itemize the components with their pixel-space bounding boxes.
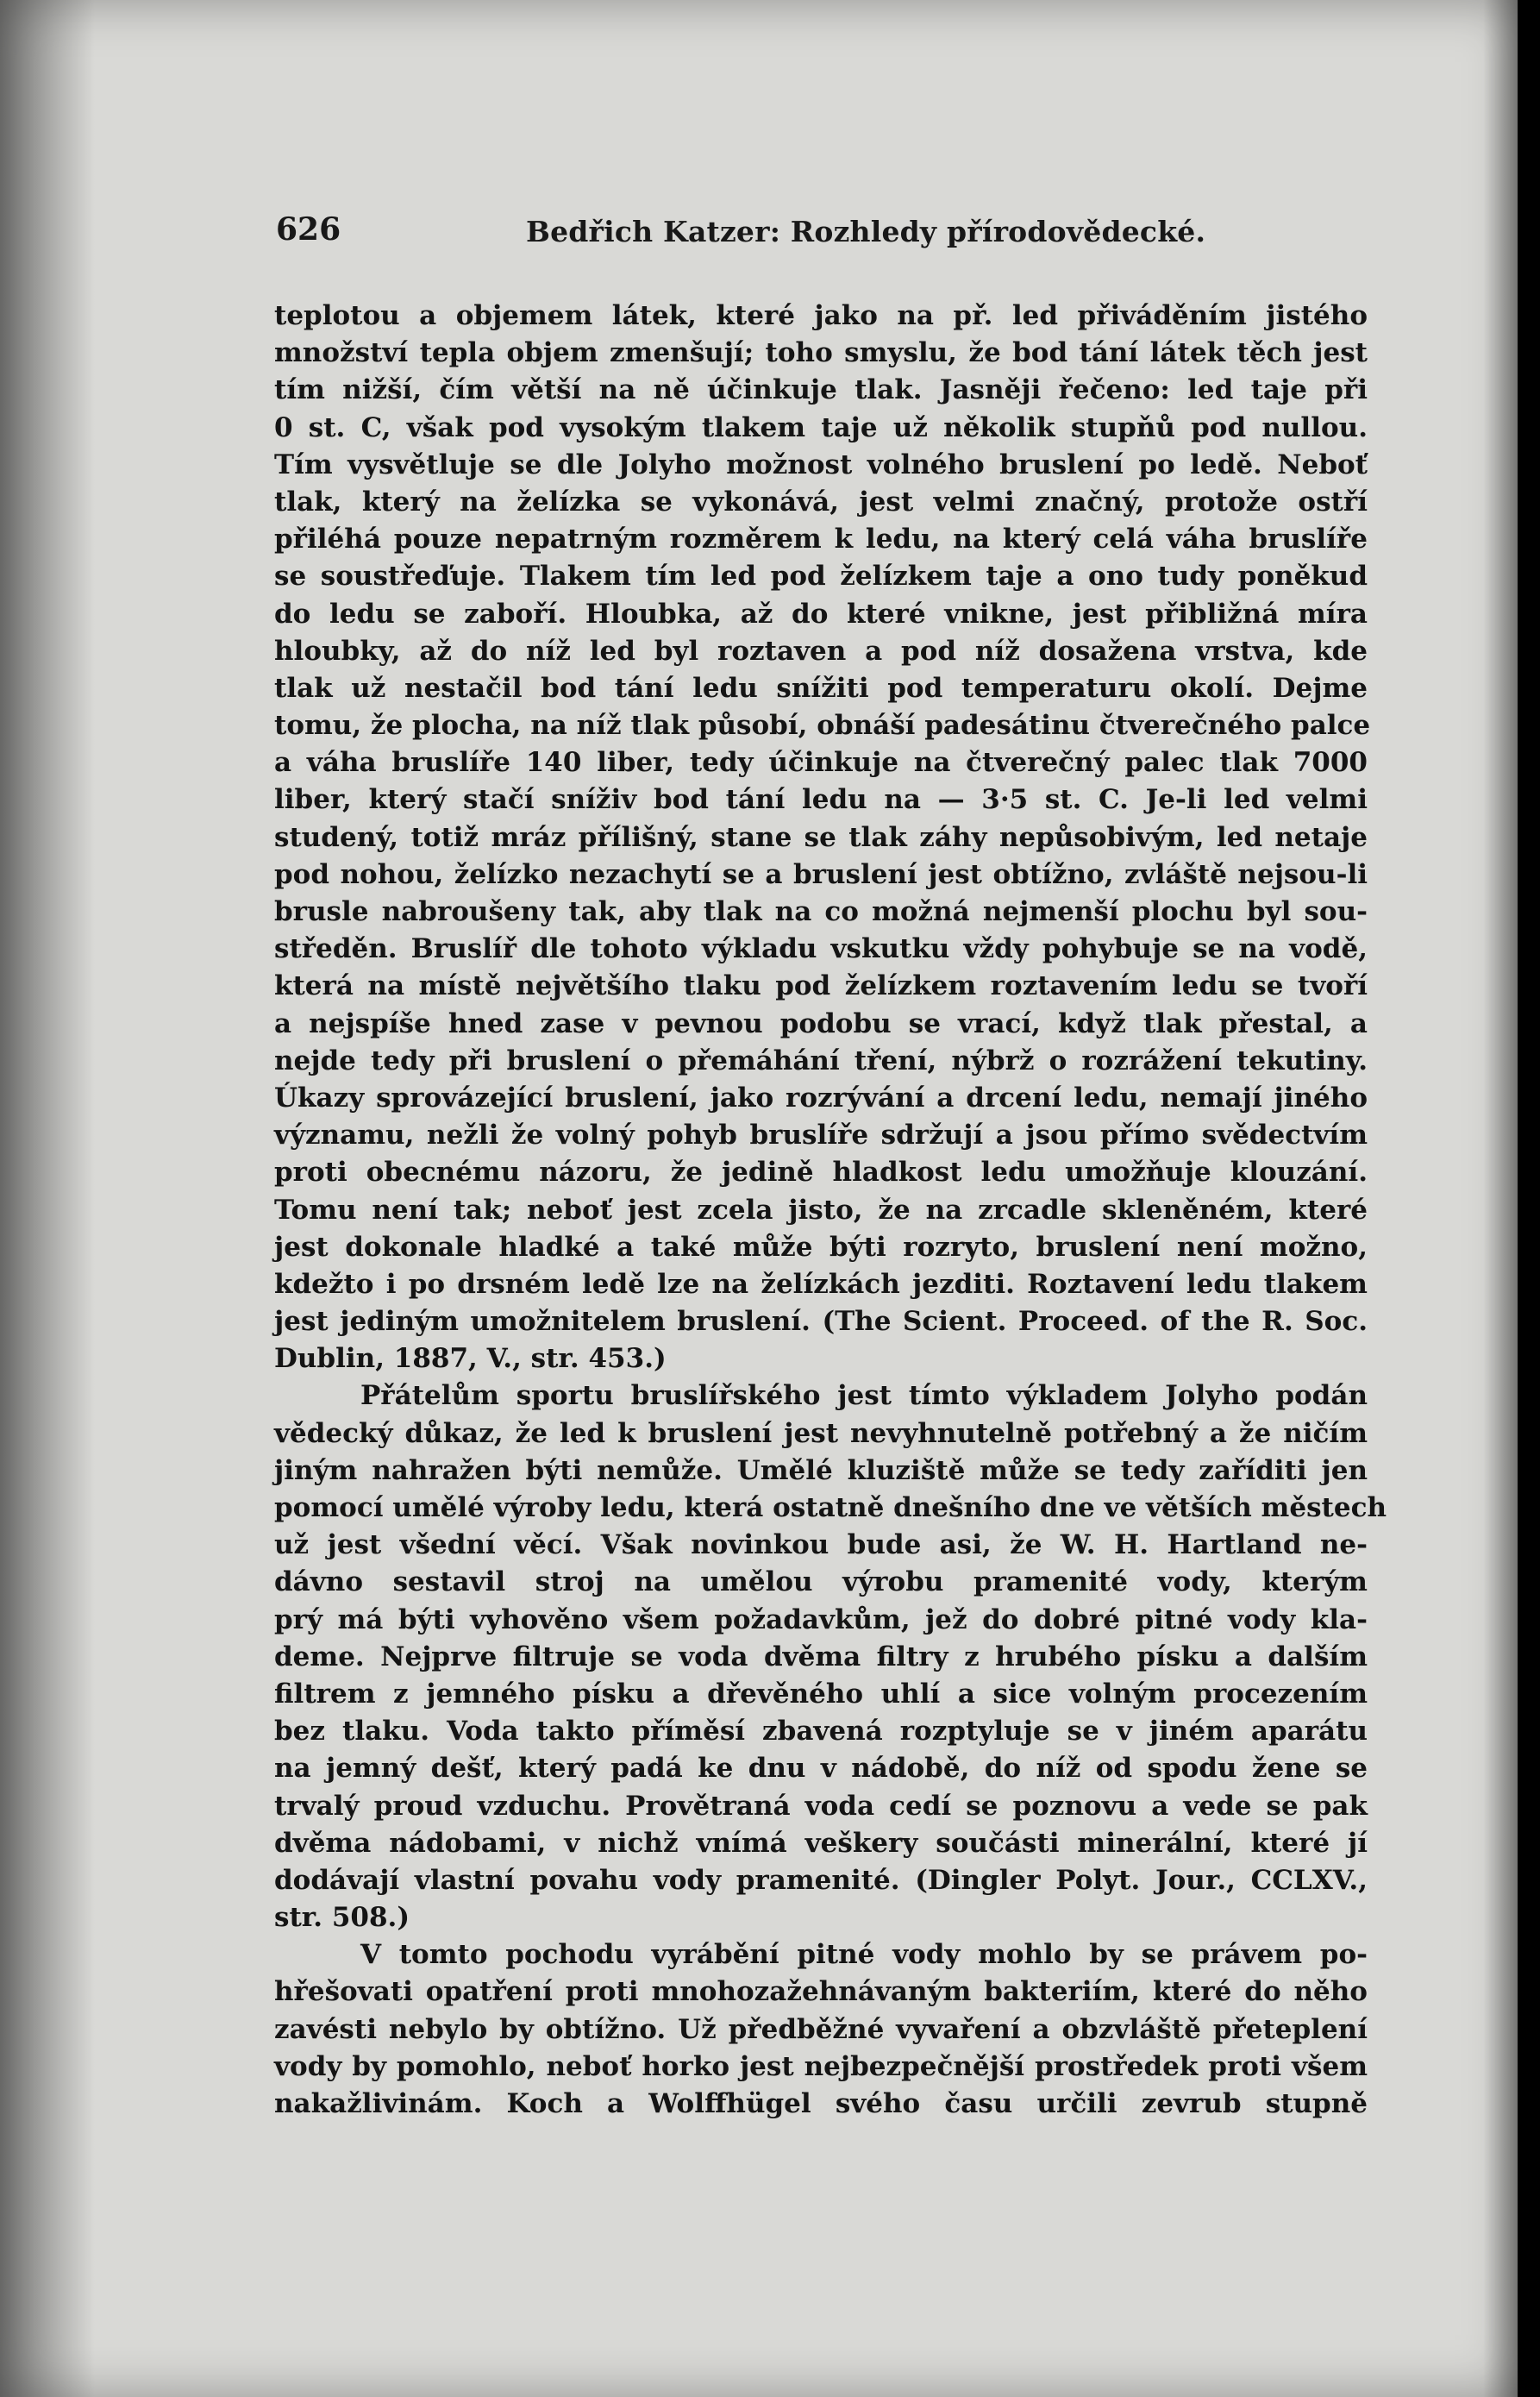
text-line: tlak, který na želízka se vykonává, jest velmi značný, protože ostří [274,486,1368,518]
text-line: filtrem z jemného písku a dřevěného uhlí a sice volným procezením [274,1678,1368,1710]
text-line: a váha bruslíře 140 liber, tedy účinkuje na čtverečný palec tlak 7000 [274,747,1368,779]
text-line: nakažlivinám. Koch a Wolffhügel svého času určili zevrub stupně [274,2088,1368,2119]
page-header [276,211,1380,263]
text-line: významu, nežli že volný pohyb bruslíře sdržují a jsou přímo svědectvím [274,1120,1368,1151]
text-line: vody by pomohlo, neboť horko jest nejbezpečnější prostředek proti všem [274,2050,1368,2082]
text-line: trvalý proud vzduchu. Provětraná voda cedí se poznovu a vede se pak [274,1790,1368,1822]
text-line: tomu, že plocha, na níž tlak působí, obnáší padesátinu čtverečného palce [274,710,1371,742]
text-line: hloubky, až do níž led byl roztaven a pod níž dosažena vrstva, kde [274,635,1368,667]
text-line: množství tepla objem zmenšují; toho smyslu, že bod tání látek těch jest [274,337,1368,369]
text-line: 0 st. C, však pod vysokým tlakem taje už několik stupňů pod nullou. [274,411,1368,443]
text-line: prý má býti vyhověno všem požadavkům, jež do dobré pitné vody kla- [274,1603,1368,1635]
text-line: teplotou a objemem látek, které jako na př. led přiváděním jistého [274,300,1368,331]
text-line: Úkazy sprovázející bruslení, jako rozrývání a drcení ledu, nemají jiného [274,1082,1368,1114]
text-line: dodávají vlastní povahu vody pramenité. (Dingler Polyt. Jour., CCLXV., [274,1864,1368,1896]
text-line: která na místě největšího tlaku pod želízkem roztavením ledu se tvoří [274,970,1368,1002]
scan-border [1518,0,1540,2397]
text-line: pomocí umělé výroby ledu, která ostatně dnešního dne ve větších městech [274,1492,1387,1523]
text-line: a nejspíše hned zase v pevnou podobu se vrací, když tlak přestal, a [274,1007,1368,1039]
text-line: studený, totiž mráz přílišný, stane se tlak záhy nepůsobivým, led netaje [274,821,1368,853]
text-line: V tomto pochodu vyrábění pitné vody mohlo by se právem po- [360,1939,1368,1971]
page-number: 626 [276,211,341,248]
text-line: kdežto i po drsném ledě lze na želízkách jezditi. Roztavení ledu tlakem [274,1268,1368,1300]
text-line: přiléhá pouze nepatrným rozměrem k ledu, na který celá váha bruslíře [274,524,1368,555]
text-line: str. 508.) [274,1902,410,1934]
text-line: Tomu není tak; neboť jest zcela jisto, že na zrcadle skleněném, které [274,1194,1368,1226]
text-line: deme. Nejprve filtruje se voda dvěma filtry z hrubého písku a dalším [274,1641,1368,1672]
text-line: hřešovati opatření proti mnohozažehnávaným bakteriím, které do něho [274,1976,1368,2008]
text-line: bez tlaku. Voda takto příměsí zbavená rozptyluje se v jiném aparátu [274,1716,1368,1748]
running-head: Bedřich Katzer: Rozhledy přírodovědecké. [526,215,1206,248]
text-line: na jemný dešť, který padá ke dnu v nádobě, do níž od spodu žene se [274,1753,1368,1785]
text-line: brusle nabroušeny tak, aby tlak na co možná nejmenší plochu byl sou- [274,896,1368,927]
text-line: do ledu se zaboří. Hloubka, až do které vnikne, jest přibližná míra [274,598,1368,630]
text-line: tím nižší, čím větší na ně účinkuje tlak. Jasněji řečeno: led taje při [274,374,1368,406]
text-line: dávno sestavil stroj na umělou výrobu pramenité vody, kterým [274,1566,1368,1598]
text-line: dvěma nádobami, v nichž vnímá veškery součásti minerální, které jí [274,1827,1368,1859]
text-line: Dublin, 1887, V., str. 453.) [274,1343,667,1375]
text-line: jest jediným umožnitelem bruslení. (The Scient. Proceed. of the R. Soc. [274,1306,1368,1338]
text-line: Tím vysvětluje se dle Jolyho možnost volného bruslení po ledě. Neboť [274,449,1368,480]
text-line: jest dokonale hladké a také může býti rozryto, bruslení není možno, [274,1231,1368,1263]
text-line: středěn. Bruslíř dle tohoto výkladu vskutku vždy pohybuje se na vodě, [274,933,1368,965]
text-line: už jest všední věcí. Však novinkou bude asi, že W. H. Hartland ne- [274,1529,1368,1561]
text-line: vědecký důkaz, že led k bruslení jest nevyhnutelně potřebný a že ničím [274,1417,1368,1449]
text-line: Přátelům sportu bruslířského jest tímto výkladem Jolyho podán [360,1380,1368,1412]
body-text [274,298,1387,2123]
text-line: zavésti nebylo by obtížno. Už předběžné vyvaření a obzvláště přeteplení [274,2013,1368,2045]
text-line: jiným nahražen býti nemůže. Umělé kluziště může se tedy zaříditi jen [274,1454,1368,1486]
text-line: proti obecnému názoru, že jedině hladkost ledu umožňuje klouzání. [274,1157,1368,1189]
text-line: nejde tedy při bruslení o přemáhání tření, nýbrž o rozrážení tekutiny. [274,1045,1368,1076]
text-line: liber, který stačí sníživ bod tání ledu na — 3·5 st. C. Je-li led velmi [274,784,1368,816]
text-line: se soustřeďuje. Tlakem tím led pod želízkem taje a ono tudy poněkud [274,561,1368,593]
text-line: pod nohou, želízko nezachytí se a bruslení jest obtížno, zvláště nejsou-li [274,858,1368,890]
text-line: tlak už nestačil bod tání ledu snížiti pod temperaturu okolí. Dejme [274,672,1368,704]
